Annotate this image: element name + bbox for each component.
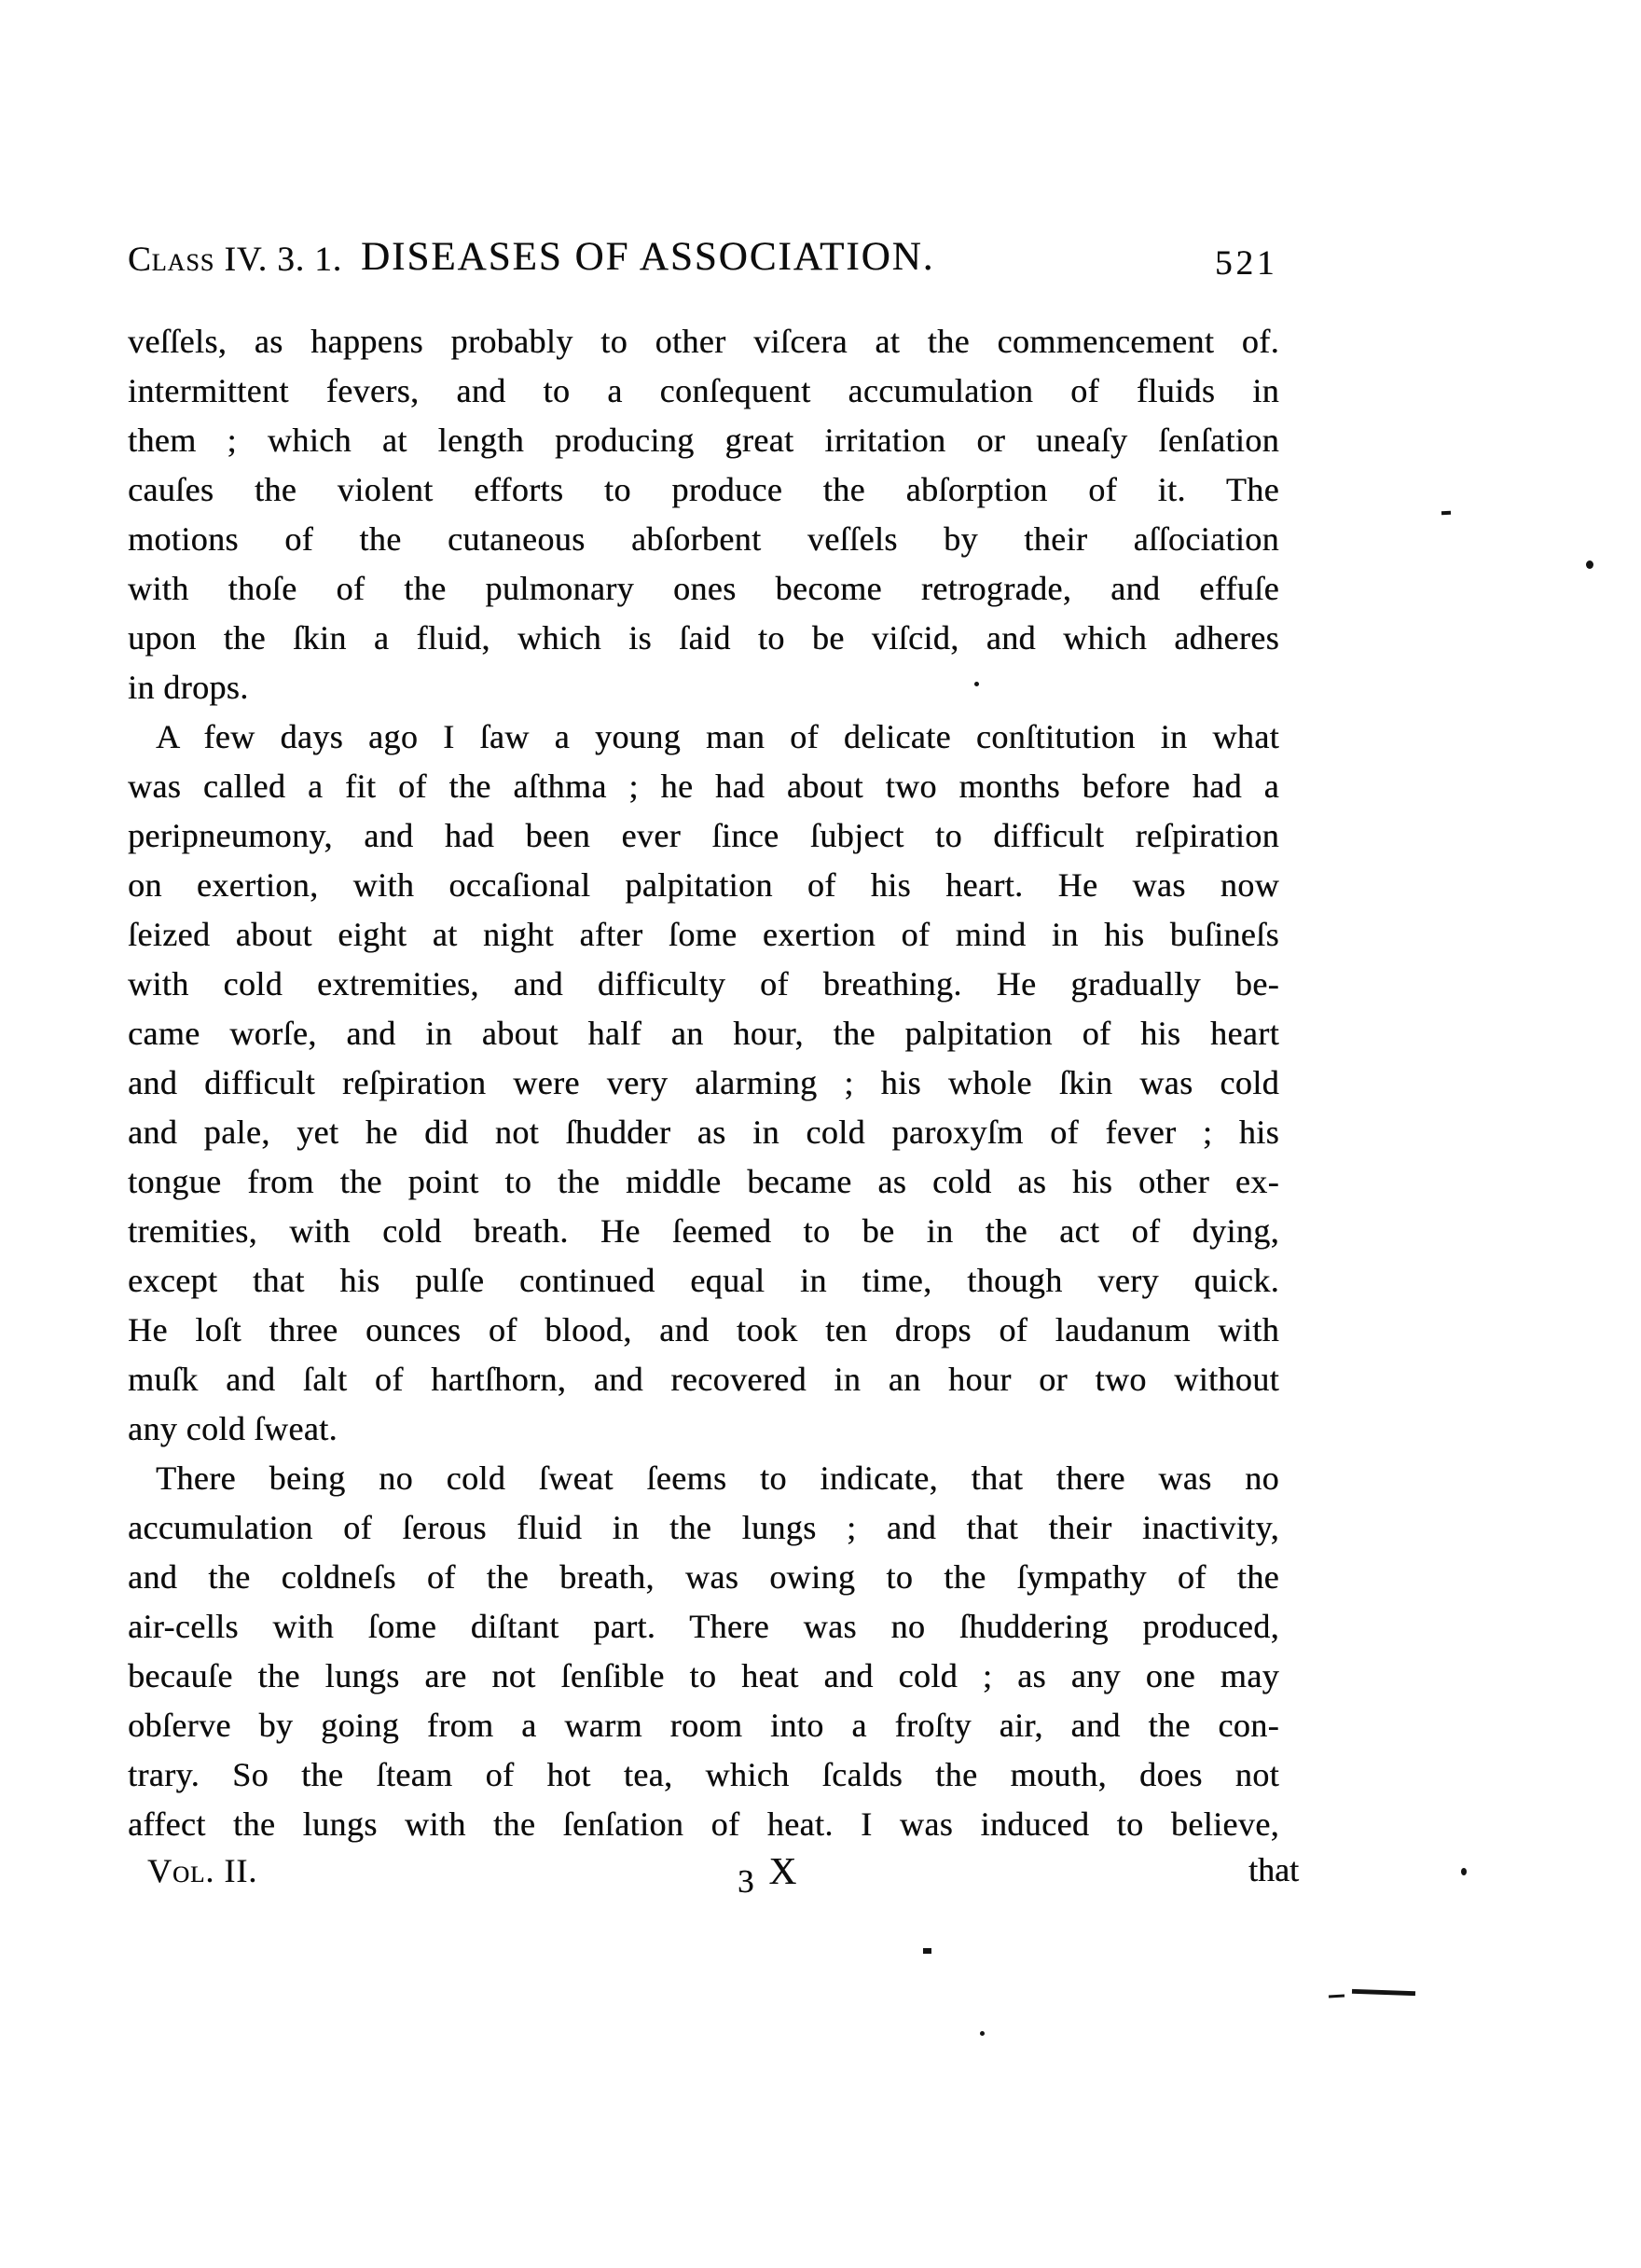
text-line: them ; which at length producing great irritation or uneaſy ſenſation	[128, 422, 1279, 459]
scan-speck	[1329, 1995, 1345, 1998]
text-line: intermittent fevers, and to a conſequent accumulation of fluids in	[128, 372, 1279, 409]
scan-speck	[1352, 1989, 1415, 1996]
text-line: came worſe, and in about half an hour, the palpitation of his heart	[128, 1015, 1279, 1052]
text-line: with thoſe of the pulmonary ones become retrograde, and effuſe	[128, 570, 1279, 607]
running-head-class: Class IV. 3. 1.	[128, 241, 343, 279]
text-line: muſk and ſalt of hartſhorn, and recovered in an hour or two without	[128, 1361, 1279, 1398]
scan-speck	[1586, 560, 1593, 569]
scan-speck	[1441, 511, 1451, 516]
text-line: A few days ago I ſaw a young man of delicate conſtitution in what	[156, 718, 1279, 755]
body-text	[128, 317, 1279, 1849]
running-head-title: DISEASES OF ASSOCIATION.	[361, 235, 935, 279]
signature-mark	[738, 1848, 797, 1900]
text-line: except that his pulſe continued equal in time, though very quick.	[128, 1262, 1279, 1299]
text-line: veſſels, as happens probably to other viſcera at the commencement of.	[128, 323, 1279, 360]
text-line: obſerve by going from a warm room into a froſty air, and the con-	[128, 1707, 1279, 1744]
text-line: with cold extremities, and difficulty of breathing. He gradually be-	[128, 965, 1279, 1003]
scan-speck	[923, 1948, 931, 1954]
text-line: tremities, with cold breath. He ſeemed to be in the act of dying,	[128, 1212, 1279, 1250]
text-line: on exertion, with occaſional palpitation of his heart. He was now	[128, 866, 1279, 904]
scan-speck	[980, 2031, 985, 2036]
text-line: trary. So the ſteam of hot tea, which ſcalds the mouth, does not	[128, 1756, 1279, 1793]
scan-speck	[974, 682, 979, 686]
scan-speck	[1461, 1868, 1467, 1875]
text-line: accumulation of ſerous fluid in the lungs ; and that their inactivity,	[128, 1509, 1279, 1546]
text-line: He loſt three ounces of blood, and took ten drops of laudanum with	[128, 1311, 1279, 1348]
text-line: was called a fit of the aſthma ; he had about two months before had a	[128, 768, 1279, 805]
text-line: and difficult reſpiration were very alarming ; his whole ſkin was cold	[128, 1064, 1279, 1101]
catchword: that	[1248, 1851, 1299, 1888]
signature-letter: X	[768, 1849, 797, 1892]
text-line: There being no cold ſweat ſeems to indicate, that there was no	[156, 1459, 1279, 1497]
text-line: becauſe the lungs are not ſenſible to heat and cold ; as any one may	[128, 1657, 1279, 1694]
signature-number: 3	[738, 1863, 754, 1900]
text-line: and the coldneſs of the breath, was owing to the ſympathy of the	[128, 1558, 1279, 1596]
text-line: peripneumony, and had been ever ſince ſubject to difficult reſpiration	[128, 817, 1279, 854]
page-number: 521	[1215, 244, 1278, 283]
volume-label: Vol. II.	[147, 1852, 258, 1889]
text-line: cauſes the violent efforts to produce the abſorption of it. The	[128, 471, 1279, 508]
text-line: tongue from the point to the middle became as cold as his other ex-	[128, 1163, 1279, 1200]
text-line: affect the lungs with the ſenſation of heat. I was induced to believe,	[128, 1805, 1279, 1843]
text-line: air-cells with ſome diſtant part. There was no ſhuddering produced,	[128, 1608, 1279, 1645]
text-line: in drops.	[128, 669, 249, 706]
text-line: upon the ſkin a fluid, which is ſaid to be viſcid, and which adheres	[128, 619, 1279, 657]
text-line: and pale, yet he did not ſhudder as in cold paroxyſm of fever ; his	[128, 1113, 1279, 1151]
text-line: any cold ſweat.	[128, 1410, 338, 1447]
text-line: ſeized about eight at night after ſome exertion of mind in his buſineſs	[128, 916, 1279, 953]
text-line: motions of the cutaneous abſorbent veſſels by their aſſociation	[128, 520, 1279, 558]
